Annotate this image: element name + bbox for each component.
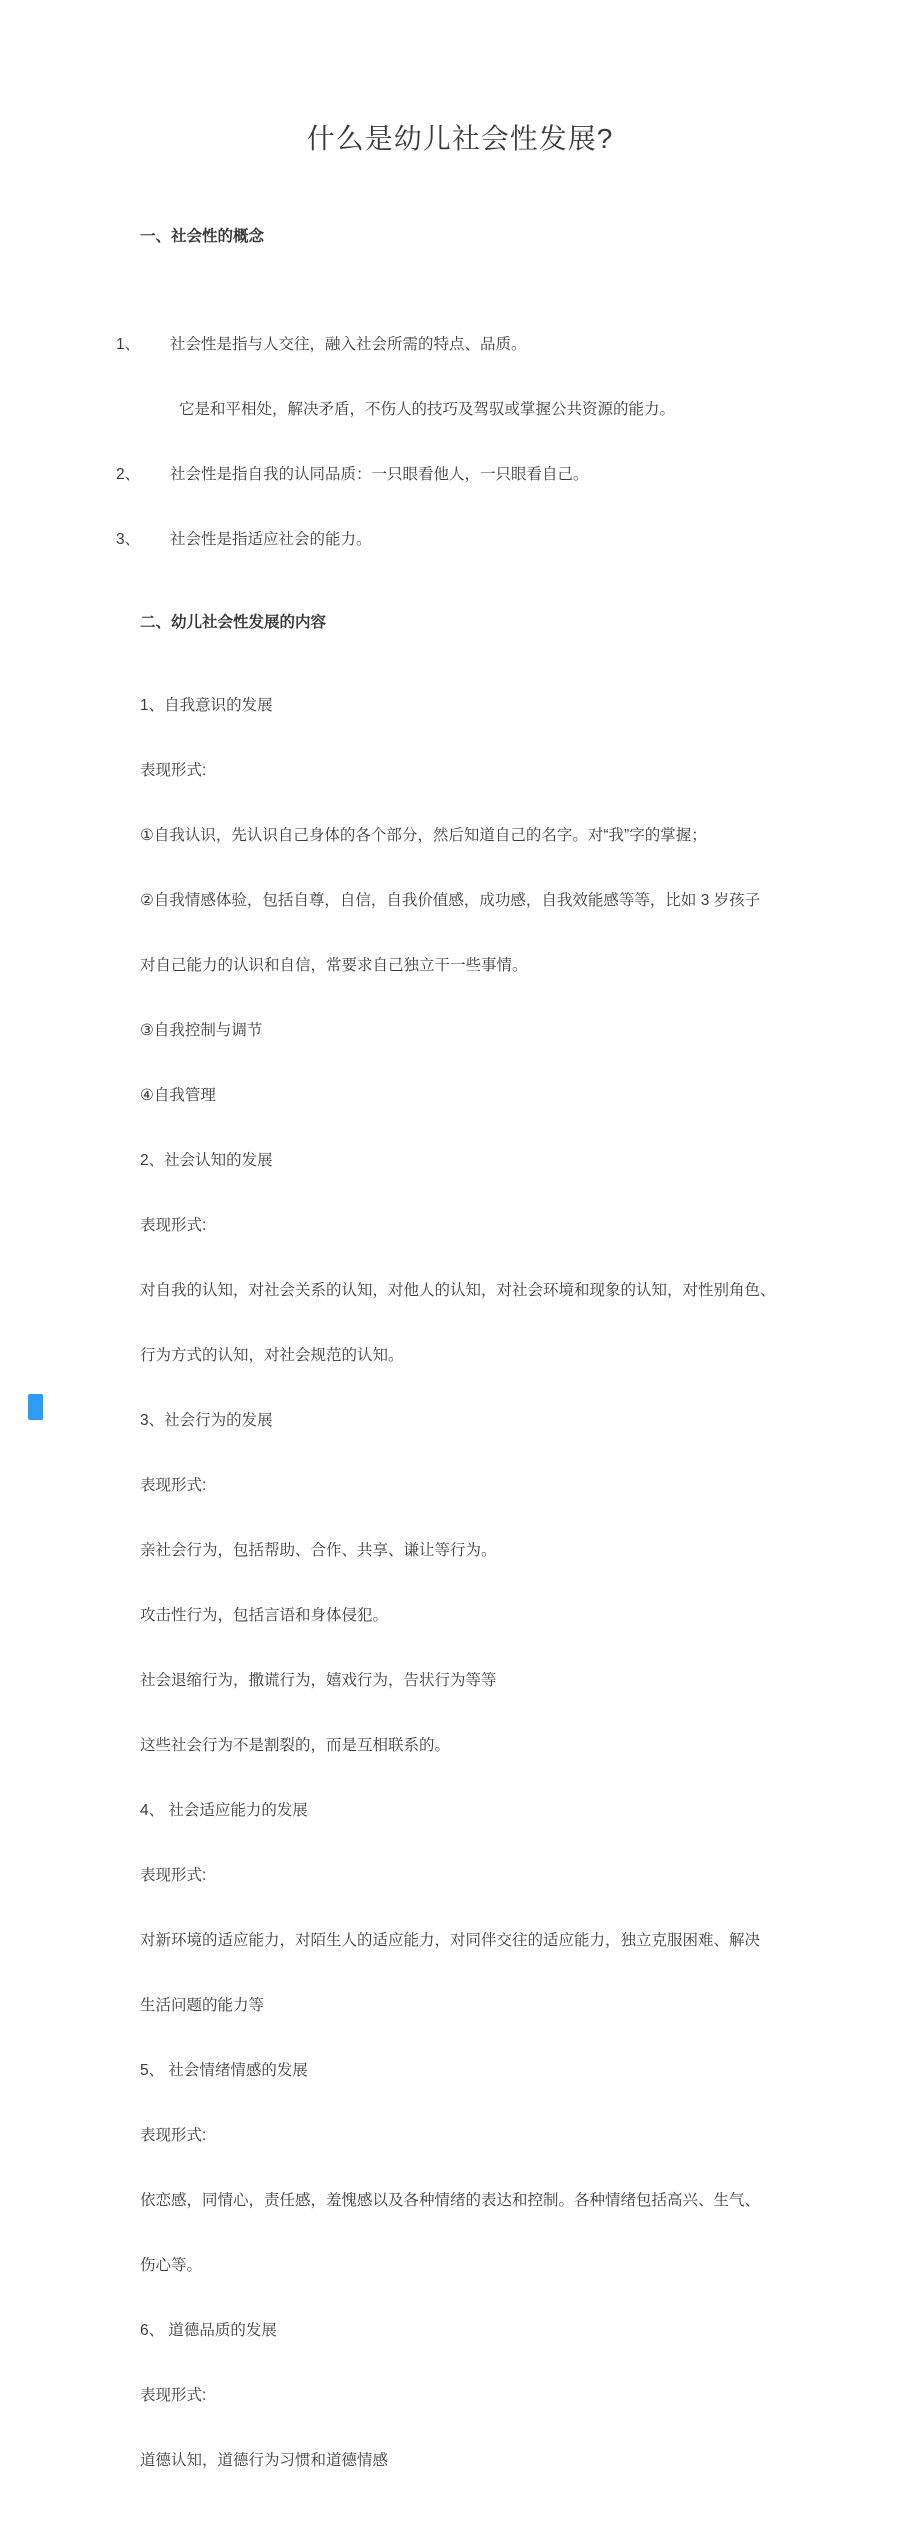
text-line: 表现形式: (140, 2387, 207, 2404)
text-line: 表现形式: (140, 1217, 207, 1234)
text-line: 依恋感，同情心，责任感，羞愧感以及各种情绪的表达和控制。各种情绪包括高兴、生气、 (140, 2192, 761, 2209)
text-line: 行为方式的认知，对社会规范的认知。 (140, 1347, 404, 1364)
text-line: 4、 社会适应能力的发展 (140, 1802, 308, 1819)
text-line: 表现形式: (140, 1867, 207, 1884)
text-line: 这些社会行为不是割裂的，而是互相联系的。 (140, 1737, 451, 1754)
text-line: 伤心等。 (140, 2257, 203, 2274)
text-line: 1、自我意识的发展 (140, 697, 273, 714)
text-line: 表现形式: (140, 1477, 207, 1494)
section-1-heading: 一、社会性的概念 (140, 228, 265, 245)
list-item-text: 社会性是指与人交往，融入社会所需的特点、品质。 (170, 336, 527, 353)
text-line: 对自我的认知，对社会关系的认知，对他人的认知，对社会环境和现象的认知，对性别角色、 (140, 1282, 776, 1299)
section-2-heading: 二、幼儿社会性发展的内容 (140, 614, 327, 631)
list-item (116, 525, 900, 554)
document-title: 什么是幼儿社会性发展? (306, 123, 614, 154)
document-page (0, 122, 920, 2469)
text-line: 表现形式: (140, 762, 207, 779)
text-line: 对新环境的适应能力，对陌生人的适应能力，对同伴交往的适应能力，独立克服困难、解决 (140, 1932, 761, 1949)
text-line: 2、社会认知的发展 (140, 1152, 273, 1169)
list-number: 1、 (116, 336, 141, 353)
document-body (0, 156, 920, 2529)
list-item-continuation: 它是和平相处，解决矛盾，不伤人的技巧及驾驭或掌握公共资源的能力。 (179, 401, 676, 418)
list-number: 3、 (116, 531, 141, 548)
list-item-text: 社会性是指适应社会的能力。 (170, 531, 372, 548)
page-corner-marker-icon (28, 1394, 43, 1420)
text-line: 社会退缩行为，撒谎行为，嬉戏行为，告状行为等等 (140, 1672, 497, 1689)
text-line: 亲社会行为，包括帮助、合作、共享、谦让等行为。 (140, 1542, 497, 1559)
text-line: 6、 道德品质的发展 (140, 2322, 277, 2339)
list-number: 2、 (116, 466, 141, 483)
text-line: 道德认知，道德行为习惯和道德情感 (140, 2452, 389, 2469)
text-line: 3、社会行为的发展 (140, 1412, 273, 1429)
text-line: ④自我管理 (140, 1087, 216, 1104)
list-item-text: 社会性是指自我的认同品质：一只眼看他人，一只眼看自己。 (170, 466, 589, 483)
text-line: 5、 社会情绪情感的发展 (140, 2062, 308, 2079)
list-item (116, 460, 900, 489)
text-line: ①自我认识，先认识自己身体的各个部分，然后知道自己的名字。对“我”字的掌握； (140, 827, 707, 844)
text-line: 攻击性行为，包括言语和身体侵犯。 (140, 1607, 389, 1624)
text-line: ②自我情感体验，包括自尊，自信，自我价值感，成功感，自我效能感等等，比如 3 岁孩子 (140, 892, 761, 909)
text-line: 生活问题的能力等 (140, 1997, 265, 2014)
list-item (116, 330, 900, 359)
text-line: 对自己能力的认识和自信，常要求自己独立干一些事情。 (140, 957, 528, 974)
text-line: ③自我控制与调节 (140, 1022, 263, 1039)
text-line: 表现形式: (140, 2127, 207, 2144)
